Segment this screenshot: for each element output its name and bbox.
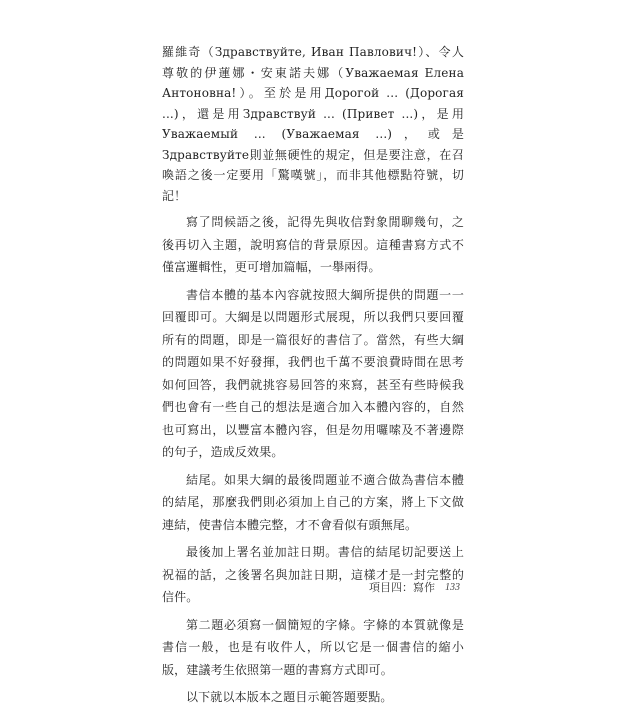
footer-section-title: 項目四：寫作 (369, 582, 435, 594)
paragraph-letter-salutation: 羅維奇（Здравствуйте, Иван Павлович!）、令人尊敬的伊蓮娜・安東諾夫娜（Уважаемая Елена Антоновна!）。至於是用Дорогой ... (Дорогая ...)，還是用Здравствуй ... (Привет ...)，是用Уважаемый ... (Уважаемая ...)，或是 Здравствуйте則並無硬性的規定，但是要注意，在召喚語之後一定要用「驚嘆號」，而非其他標點符號，切記！ (162, 45, 464, 203)
page-number: 133 (445, 581, 460, 593)
page-footer (369, 579, 460, 595)
main-text-block (162, 42, 464, 714)
paragraph-signature-date: 最後加上署名並加註日期。書信的結尾切記要送上祝福的話，之後署名與加註日期，這樣才是一封完整的信件。 (162, 545, 464, 604)
paragraph-example-intro: 以下就以本版本之題目示範答題要點。 (186, 690, 393, 704)
paragraph-short-note: 第二題必須寫一個簡短的字條。字條的本質就像是書信一般，也是有收件人，所以它是一個書信的縮小版，建議考生依照第一題的書寫方式即可。 (162, 617, 464, 677)
paragraph-greeting-advice: 寫了問候語之後，記得先與收信對象閒聊幾句，之後再切入主題，說明寫信的背景原因。這種書寫方式不僅富邏輯性，更可增加篇幅，一舉兩得。 (162, 215, 464, 274)
paragraph-conclusion: 結尾。如果大綱的最後問題並不適合做為書信本體的結尾，那麼我們則必須加上自己的方案，將上下文做連結，使書信本體完整，才不會看似有頭無尾。 (162, 472, 464, 532)
paragraph-letter-body: 書信本體的基本內容就按照大綱所提供的問題一一回覆即可。大綱是以問題形式展現，所以我們只要回覆所有的問題，即是一篇很好的書信了。當然，有些大綱的問題如果不好發揮，我們也千萬不要浪費時間在思考如何回答，我們就挑容易回答的來寫，甚至有些時候我們也會有一些自己的想法是適合加入本體內容的，自然也可寫出，以豐富本體內容，但是勿用囉嗦及不著邊際的句子，造成反效果。 (162, 287, 464, 459)
